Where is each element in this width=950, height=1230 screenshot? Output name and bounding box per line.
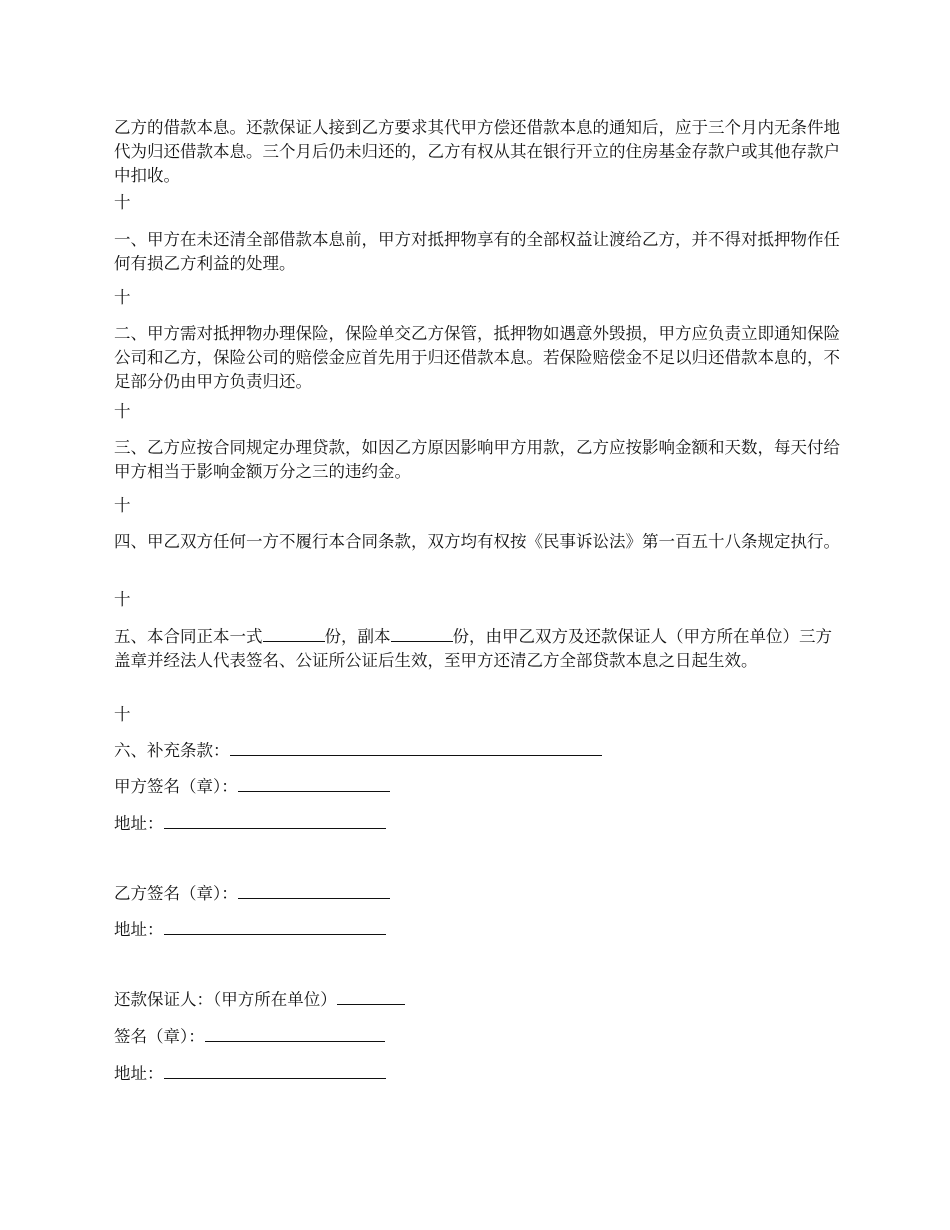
party-b-address-line xyxy=(114,917,386,942)
section-separator: 十 xyxy=(114,590,131,609)
party-a-address-blank xyxy=(164,811,386,829)
guarantor-sign-line xyxy=(114,1024,385,1049)
party-a-sign-line xyxy=(114,774,390,799)
clause-five-text-c: 份，由甲乙双方及还款保证人（甲方所在单位）三方盖章并经法人代表签名、公证所公证后生效，至甲方还清乙方全部贷款本息之日起生效。 xyxy=(114,627,832,670)
party-a-address-label: 地址： xyxy=(114,814,164,833)
guarantor-blank xyxy=(337,987,405,1005)
section-separator: 十 xyxy=(114,288,131,307)
section-separator: 十 xyxy=(114,705,131,724)
guarantor-sign-blank xyxy=(205,1024,385,1042)
supplement-clause-line xyxy=(114,738,602,763)
guarantor-label: 还款保证人：（甲方所在单位） xyxy=(114,990,337,1009)
clause-two: 二、甲方需对抵押物办理保险，保险单交乙方保管，抵押物如遇意外毁损，甲方应负责立即通知保险公司和乙方，保险公司的赔偿金应首先用于归还借款本息。若保险赔偿金不足以归还借款本息的，不足部分仍由甲方负责归还。 xyxy=(114,324,840,391)
original-copies-blank xyxy=(263,624,325,642)
clause-five xyxy=(114,624,840,673)
party-b-sign-label: 乙方签名（章）： xyxy=(114,884,238,903)
party-b-address-blank xyxy=(164,917,386,935)
clause-one: 一、甲方在未还清全部借款本息前，甲方对抵押物享有的全部权益让渡给乙方，并不得对抵押物作任何有损乙方利益的处理。 xyxy=(114,230,840,273)
party-b-address-label: 地址： xyxy=(114,920,164,939)
party-a-sign-label: 甲方签名（章）： xyxy=(114,777,238,796)
guarantor-address-blank xyxy=(164,1061,386,1079)
party-b-sign-line xyxy=(114,881,390,906)
guarantor-address-line xyxy=(114,1061,386,1086)
section-separator: 十 xyxy=(114,496,131,515)
clause-five-text-a: 五、本合同正本一式 xyxy=(114,627,263,646)
section-separator: 十 xyxy=(114,402,131,421)
party-a-address-line xyxy=(114,811,386,836)
clause-four: 四、甲乙双方任何一方不履行本合同条款，双方均有权按《民事诉讼法》第一百五十八条规定执行。 xyxy=(114,532,840,551)
paragraph-guarantor-repayment: 乙方的借款本息。还款保证人接到乙方要求其代甲方偿还借款本息的通知后，应于三个月内无条件地代为归还借款本息。三个月后仍未归还的，乙方有权从其在银行开立的住房基金存款户或其他存款户中扣收。 xyxy=(114,118,840,185)
supplement-blank xyxy=(230,738,602,756)
party-a-sign-blank xyxy=(238,774,390,792)
section-separator: 十 xyxy=(114,193,131,212)
duplicate-copies-blank xyxy=(391,624,453,642)
guarantor-sign-label: 签名（章）： xyxy=(114,1027,205,1046)
party-b-sign-blank xyxy=(238,881,390,899)
guarantor-line xyxy=(114,987,405,1012)
supplement-label: 六、补充条款： xyxy=(114,741,230,760)
clause-three: 三、乙方应按合同规定办理贷款，如因乙方原因影响甲方用款，乙方应按影响金额和天数，每天付给甲方相当于影响金额万分之三的违约金。 xyxy=(114,438,840,481)
clause-five-text-b: 份，副本 xyxy=(324,627,391,646)
guarantor-address-label: 地址： xyxy=(114,1064,164,1083)
